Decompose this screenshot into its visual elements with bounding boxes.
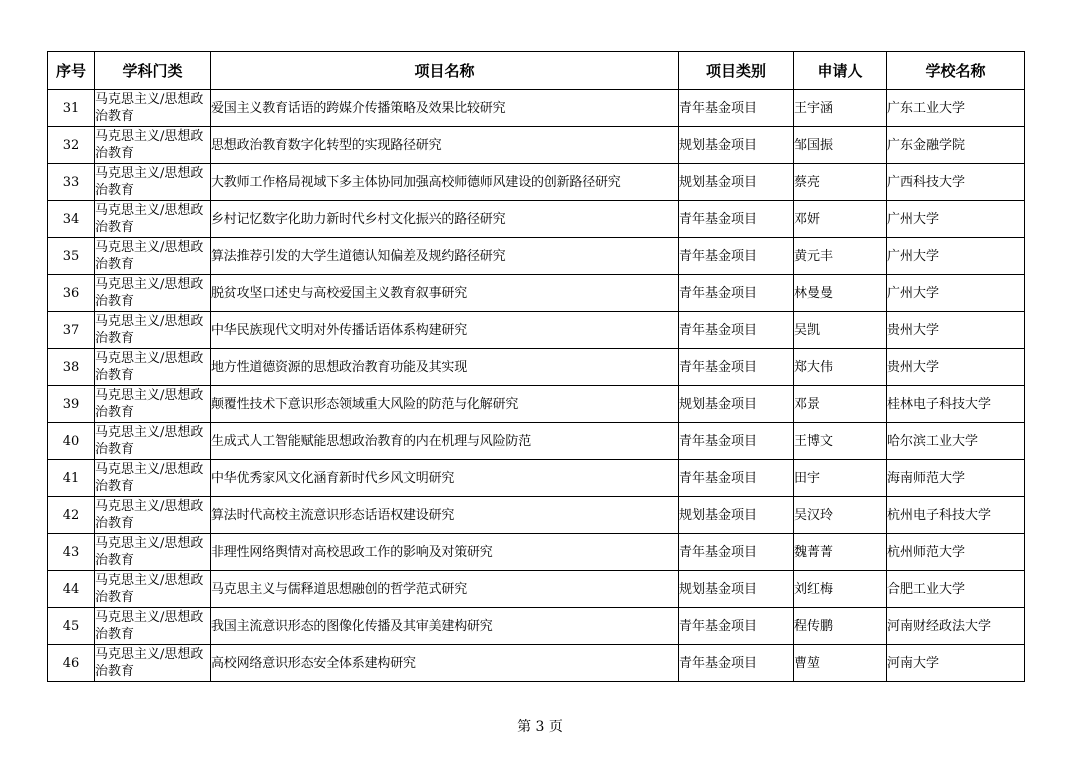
- cell-applicant: 魏菁菁: [794, 534, 887, 571]
- cell-applicant: 蔡亮: [794, 164, 887, 201]
- cell-subject: 马克思主义/思想政治教育: [95, 201, 211, 238]
- cell-school: 广州大学: [887, 275, 1025, 312]
- cell-project: 我国主流意识形态的图像化传播及其审美建构研究: [211, 608, 679, 645]
- cell-project: 中华民族现代文明对外传播话语体系构建研究: [211, 312, 679, 349]
- cell-project: 颠覆性技术下意识形态领域重大风险的防范与化解研究: [211, 386, 679, 423]
- cell-school: 海南师范大学: [887, 460, 1025, 497]
- cell-category: 规划基金项目: [679, 164, 794, 201]
- cell-school: 广东工业大学: [887, 90, 1025, 127]
- cell-category: 青年基金项目: [679, 645, 794, 682]
- cell-no: 35: [48, 238, 95, 275]
- cell-no: 41: [48, 460, 95, 497]
- cell-school: 贵州大学: [887, 312, 1025, 349]
- cell-no: 42: [48, 497, 95, 534]
- table-row: [48, 312, 1025, 349]
- cell-applicant: 郑大伟: [794, 349, 887, 386]
- header-category: 项目类别: [679, 52, 794, 90]
- cell-school: 广州大学: [887, 201, 1025, 238]
- cell-project: 中华优秀家风文化涵育新时代乡风文明研究: [211, 460, 679, 497]
- cell-subject: 马克思主义/思想政治教育: [95, 127, 211, 164]
- table-row: [48, 238, 1025, 275]
- cell-project: 乡村记忆数字化助力新时代乡村文化振兴的路径研究: [211, 201, 679, 238]
- cell-applicant: 田宇: [794, 460, 887, 497]
- cell-project: 爱国主义教育话语的跨媒介传播策略及效果比较研究: [211, 90, 679, 127]
- cell-subject: 马克思主义/思想政治教育: [95, 497, 211, 534]
- table-row: [48, 608, 1025, 645]
- cell-applicant: 黄元丰: [794, 238, 887, 275]
- cell-category: 青年基金项目: [679, 90, 794, 127]
- cell-subject: 马克思主义/思想政治教育: [95, 275, 211, 312]
- cell-project: 大教师工作格局视域下多主体协同加强高校师德师风建设的创新路径研究: [211, 164, 679, 201]
- cell-category: 青年基金项目: [679, 201, 794, 238]
- cell-no: 43: [48, 534, 95, 571]
- cell-no: 32: [48, 127, 95, 164]
- cell-no: 40: [48, 423, 95, 460]
- cell-school: 广西科技大学: [887, 164, 1025, 201]
- project-table: [47, 51, 1025, 682]
- cell-applicant: 王博文: [794, 423, 887, 460]
- table-row: [48, 460, 1025, 497]
- cell-applicant: 吴凯: [794, 312, 887, 349]
- cell-applicant: 邓妍: [794, 201, 887, 238]
- cell-category: 青年基金项目: [679, 460, 794, 497]
- table-row: [48, 645, 1025, 682]
- cell-project: 非理性网络舆情对高校思政工作的影响及对策研究: [211, 534, 679, 571]
- cell-category: 青年基金项目: [679, 349, 794, 386]
- cell-no: 39: [48, 386, 95, 423]
- cell-school: 合肥工业大学: [887, 571, 1025, 608]
- cell-category: 青年基金项目: [679, 423, 794, 460]
- table-row: [48, 164, 1025, 201]
- table-row: [48, 423, 1025, 460]
- cell-subject: 马克思主义/思想政治教育: [95, 238, 211, 275]
- cell-project: 算法推荐引发的大学生道德认知偏差及规约路径研究: [211, 238, 679, 275]
- cell-school: 河南大学: [887, 645, 1025, 682]
- header-subject: 学科门类: [95, 52, 211, 90]
- cell-subject: 马克思主义/思想政治教育: [95, 423, 211, 460]
- cell-applicant: 曹堃: [794, 645, 887, 682]
- table-row: [48, 201, 1025, 238]
- cell-school: 哈尔滨工业大学: [887, 423, 1025, 460]
- header-row: [48, 52, 1025, 90]
- cell-project: 高校网络意识形态安全体系建构研究: [211, 645, 679, 682]
- cell-applicant: 吴汉玲: [794, 497, 887, 534]
- cell-school: 杭州师范大学: [887, 534, 1025, 571]
- table-row: [48, 571, 1025, 608]
- cell-no: 37: [48, 312, 95, 349]
- cell-no: 44: [48, 571, 95, 608]
- table-row: [48, 386, 1025, 423]
- cell-applicant: 程传鹏: [794, 608, 887, 645]
- cell-no: 33: [48, 164, 95, 201]
- cell-project: 脱贫攻坚口述史与高校爱国主义教育叙事研究: [211, 275, 679, 312]
- cell-subject: 马克思主义/思想政治教育: [95, 608, 211, 645]
- header-applicant: 申请人: [794, 52, 887, 90]
- cell-applicant: 邹国振: [794, 127, 887, 164]
- cell-subject: 马克思主义/思想政治教育: [95, 386, 211, 423]
- cell-category: 青年基金项目: [679, 312, 794, 349]
- cell-category: 青年基金项目: [679, 275, 794, 312]
- cell-school: 河南财经政法大学: [887, 608, 1025, 645]
- cell-school: 贵州大学: [887, 349, 1025, 386]
- cell-school: 杭州电子科技大学: [887, 497, 1025, 534]
- cell-subject: 马克思主义/思想政治教育: [95, 164, 211, 201]
- header-project: 项目名称: [211, 52, 679, 90]
- cell-no: 34: [48, 201, 95, 238]
- cell-subject: 马克思主义/思想政治教育: [95, 571, 211, 608]
- cell-project: 马克思主义与儒释道思想融创的哲学范式研究: [211, 571, 679, 608]
- cell-category: 青年基金项目: [679, 534, 794, 571]
- table-row: [48, 349, 1025, 386]
- cell-subject: 马克思主义/思想政治教育: [95, 460, 211, 497]
- cell-school: 广东金融学院: [887, 127, 1025, 164]
- table-row: [48, 90, 1025, 127]
- cell-applicant: 王宇涵: [794, 90, 887, 127]
- cell-category: 规划基金项目: [679, 571, 794, 608]
- header-no: 序号: [48, 52, 95, 90]
- cell-no: 36: [48, 275, 95, 312]
- table-row: [48, 534, 1025, 571]
- cell-no: 46: [48, 645, 95, 682]
- cell-subject: 马克思主义/思想政治教育: [95, 645, 211, 682]
- cell-subject: 马克思主义/思想政治教育: [95, 534, 211, 571]
- cell-category: 规划基金项目: [679, 127, 794, 164]
- cell-category: 青年基金项目: [679, 238, 794, 275]
- table-row: [48, 127, 1025, 164]
- cell-applicant: 邓景: [794, 386, 887, 423]
- cell-applicant: 刘红梅: [794, 571, 887, 608]
- cell-applicant: 林曼曼: [794, 275, 887, 312]
- cell-subject: 马克思主义/思想政治教育: [95, 312, 211, 349]
- cell-no: 45: [48, 608, 95, 645]
- cell-project: 算法时代高校主流意识形态话语权建设研究: [211, 497, 679, 534]
- cell-no: 31: [48, 90, 95, 127]
- cell-category: 规划基金项目: [679, 386, 794, 423]
- page-number: 第 3 页: [517, 719, 563, 735]
- cell-category: 青年基金项目: [679, 608, 794, 645]
- cell-school: 广州大学: [887, 238, 1025, 275]
- cell-school: 桂林电子科技大学: [887, 386, 1025, 423]
- cell-project: 地方性道德资源的思想政治教育功能及其实现: [211, 349, 679, 386]
- cell-subject: 马克思主义/思想政治教育: [95, 90, 211, 127]
- cell-subject: 马克思主义/思想政治教育: [95, 349, 211, 386]
- cell-project: 生成式人工智能赋能思想政治教育的内在机理与风险防范: [211, 423, 679, 460]
- table-row: [48, 275, 1025, 312]
- table-row: [48, 497, 1025, 534]
- header-school: 学校名称: [887, 52, 1025, 90]
- cell-project: 思想政治教育数字化转型的实现路径研究: [211, 127, 679, 164]
- cell-category: 规划基金项目: [679, 497, 794, 534]
- cell-no: 38: [48, 349, 95, 386]
